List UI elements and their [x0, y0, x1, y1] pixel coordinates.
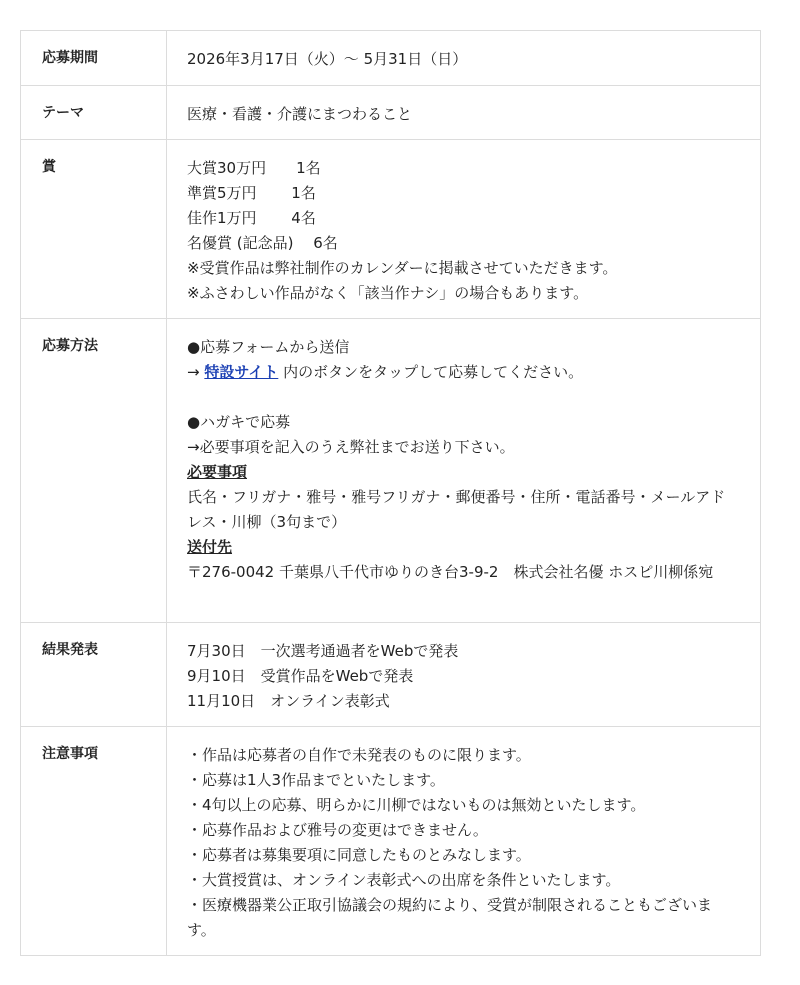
row-content [167, 140, 760, 318]
spacer [187, 385, 740, 410]
form-method-title: ●応募フォームから送信 [187, 338, 350, 356]
contest-guidelines-table [20, 30, 761, 956]
period-text: 2026年3月17日（火）〜 5月31日（日） [187, 50, 468, 68]
theme-text: 医療・看護・介護にまつわること [187, 105, 413, 123]
note-line: ・4句以上の応募、明らかに川柳ではないものは無効といたします。 [187, 796, 646, 814]
schedule-line: 11月10日 オンライン表彰式 [187, 692, 390, 710]
row-content [167, 727, 760, 955]
row-content [167, 319, 760, 622]
row-heading: 賞 [21, 140, 167, 318]
row-content [167, 623, 760, 726]
required-items-text: 氏名・フリガナ・雅号・雅号フリガナ・郵便番号・住所・電話番号・メールアドレス・川柳（3句まで） [187, 488, 726, 531]
mailing-address-text: 〒276-0042 千葉県八千代市ゆりのき台3-9-2 株式会社名優 ホスピ川柳係宛 [187, 563, 714, 581]
row-prizes [21, 140, 760, 319]
prize-line: 佳作1万円 4名 [187, 209, 316, 227]
prize-line: 準賞5万円 1名 [187, 184, 316, 202]
postcard-method-title: ●ハガキで応募 [187, 413, 291, 431]
postcard-method-note: →必要事項を記入のうえ弊社までお送り下さい。 [187, 438, 515, 456]
note-line: ・応募者は募集要項に同意したものとみなします。 [187, 846, 531, 864]
arrow-text: → [187, 363, 200, 381]
row-heading: 結果発表 [21, 623, 167, 726]
row-heading: 応募方法 [21, 319, 167, 622]
form-method-instruction [187, 360, 740, 385]
schedule-line: 7月30日 一次選考通過者をWebで発表 [187, 642, 459, 660]
row-heading: 注意事項 [21, 727, 167, 955]
prize-note: ※ふさわしい作品がなく「該当作ナシ」の場合もあります。 [187, 284, 589, 302]
note-line: ・大賞授賞は、オンライン表彰式への出席を条件といたします。 [187, 871, 621, 889]
note-line: ・作品は応募者の自作で未発表のものに限ります。 [187, 746, 531, 764]
note-line: ・医療機器業公正取引協議会の規約により、受賞が制限されることもございます。 [187, 896, 713, 939]
row-heading: テーマ [21, 86, 167, 139]
note-line: ・応募は1人3作品までといたします。 [187, 771, 445, 789]
row-application-period [21, 31, 760, 86]
special-site-link[interactable]: 特設サイト [204, 363, 279, 381]
row-heading: 応募期間 [21, 31, 167, 85]
prize-line: 大賞30万円 1名 [187, 159, 321, 177]
row-content [167, 31, 760, 85]
row-content [167, 86, 760, 139]
note-line: ・応募作品および雅号の変更はできません。 [187, 821, 488, 839]
row-results-announcement [21, 623, 760, 727]
row-how-to-apply [21, 319, 760, 623]
schedule-line: 9月10日 受賞作品をWebで発表 [187, 667, 414, 685]
link-suffix-text: 内のボタンをタップして応募してください。 [283, 363, 584, 381]
prize-note: ※受賞作品は弊社制作のカレンダーに掲載させていただきます。 [187, 259, 618, 277]
row-notes [21, 727, 760, 956]
required-items-label: 必要事項 [187, 463, 248, 481]
mailing-address-label: 送付先 [187, 538, 233, 556]
prize-line: 名優賞 (記念品) 6名 [187, 234, 338, 252]
row-theme [21, 86, 760, 140]
